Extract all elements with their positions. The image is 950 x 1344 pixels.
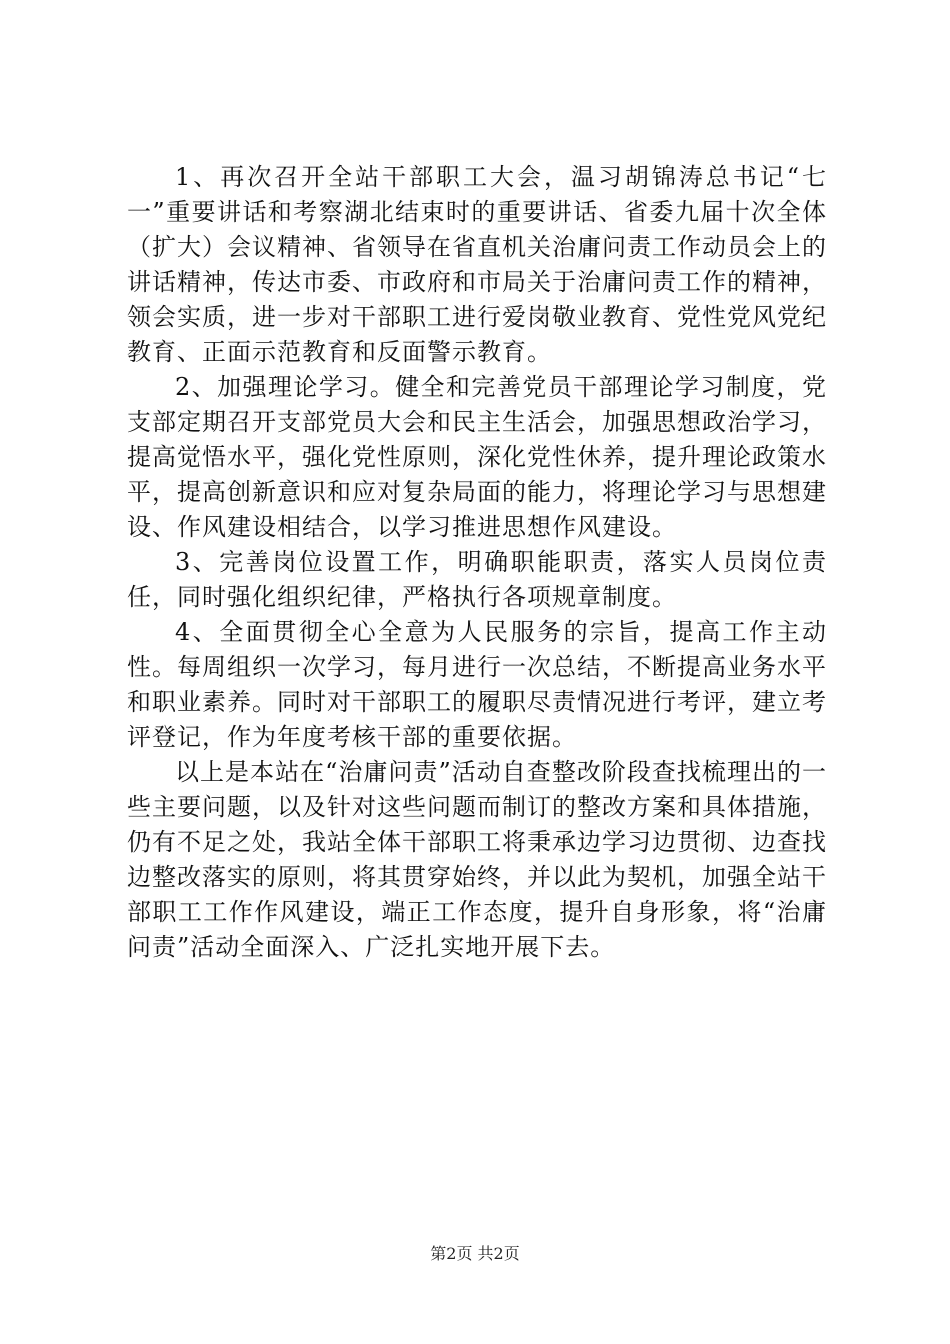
paragraph-5: 以上是本站在“治庸问责”活动自查整改阶段查找梳理出的一些主要问题，以及针对这些问题而制订的整改方案和具体措施，仍有不足之处，我站全体干部职工将秉承边学习边贯彻、边查找边整改落实的原则，将其贯穿始终，并以此为契机，加强全站干部职工工作作风建设，端正工作态度，提升自身形象，将“治庸问责”活动全面深入、广泛扎实地开展下去。: [127, 758, 827, 961]
paragraph-2: 2、加强理论学习。健全和完善党员干部理论学习制度，党支部定期召开支部党员大会和民主生活会，加强思想政治学习，提高觉悟水平，强化党性原则，深化党性休养，提升理论政策水平，提高创新意识和应对复杂局面的能力，将理论学习与思想建设、作风建设相结合，以学习推进思想作风建设。: [127, 373, 827, 541]
paragraph-1: 1、再次召开全站干部职工大会，温习胡锦涛总书记“七一”重要讲话和考察湖北结束时的重要讲话、省委九届十次全体（扩大）会议精神、省领导在省直机关治庸问责工作动员会上的讲话精神，传达市委、市政府和市局关于治庸问责工作的精神，领会实质，进一步对干部职工进行爱岗敬业教育、党性党风党纪教育、正面示范教育和反面警示教育。: [127, 163, 827, 366]
paragraph-4: 4、全面贯彻全心全意为人民服务的宗旨，提高工作主动性。每周组织一次学习，每月进行一次总结，不断提高业务水平和职业素养。同时对干部职工的履职尽责情况进行考评，建立考评登记，作为年度考核干部的重要依据。: [127, 618, 827, 751]
paragraph-3: 3、完善岗位设置工作，明确职能职责，落实人员岗位责任，同时强化组织纪律，严格执行各项规章制度。: [127, 548, 827, 611]
page-footer: 第2页 共2页: [430, 1244, 520, 1263]
document-body: [127, 160, 827, 965]
